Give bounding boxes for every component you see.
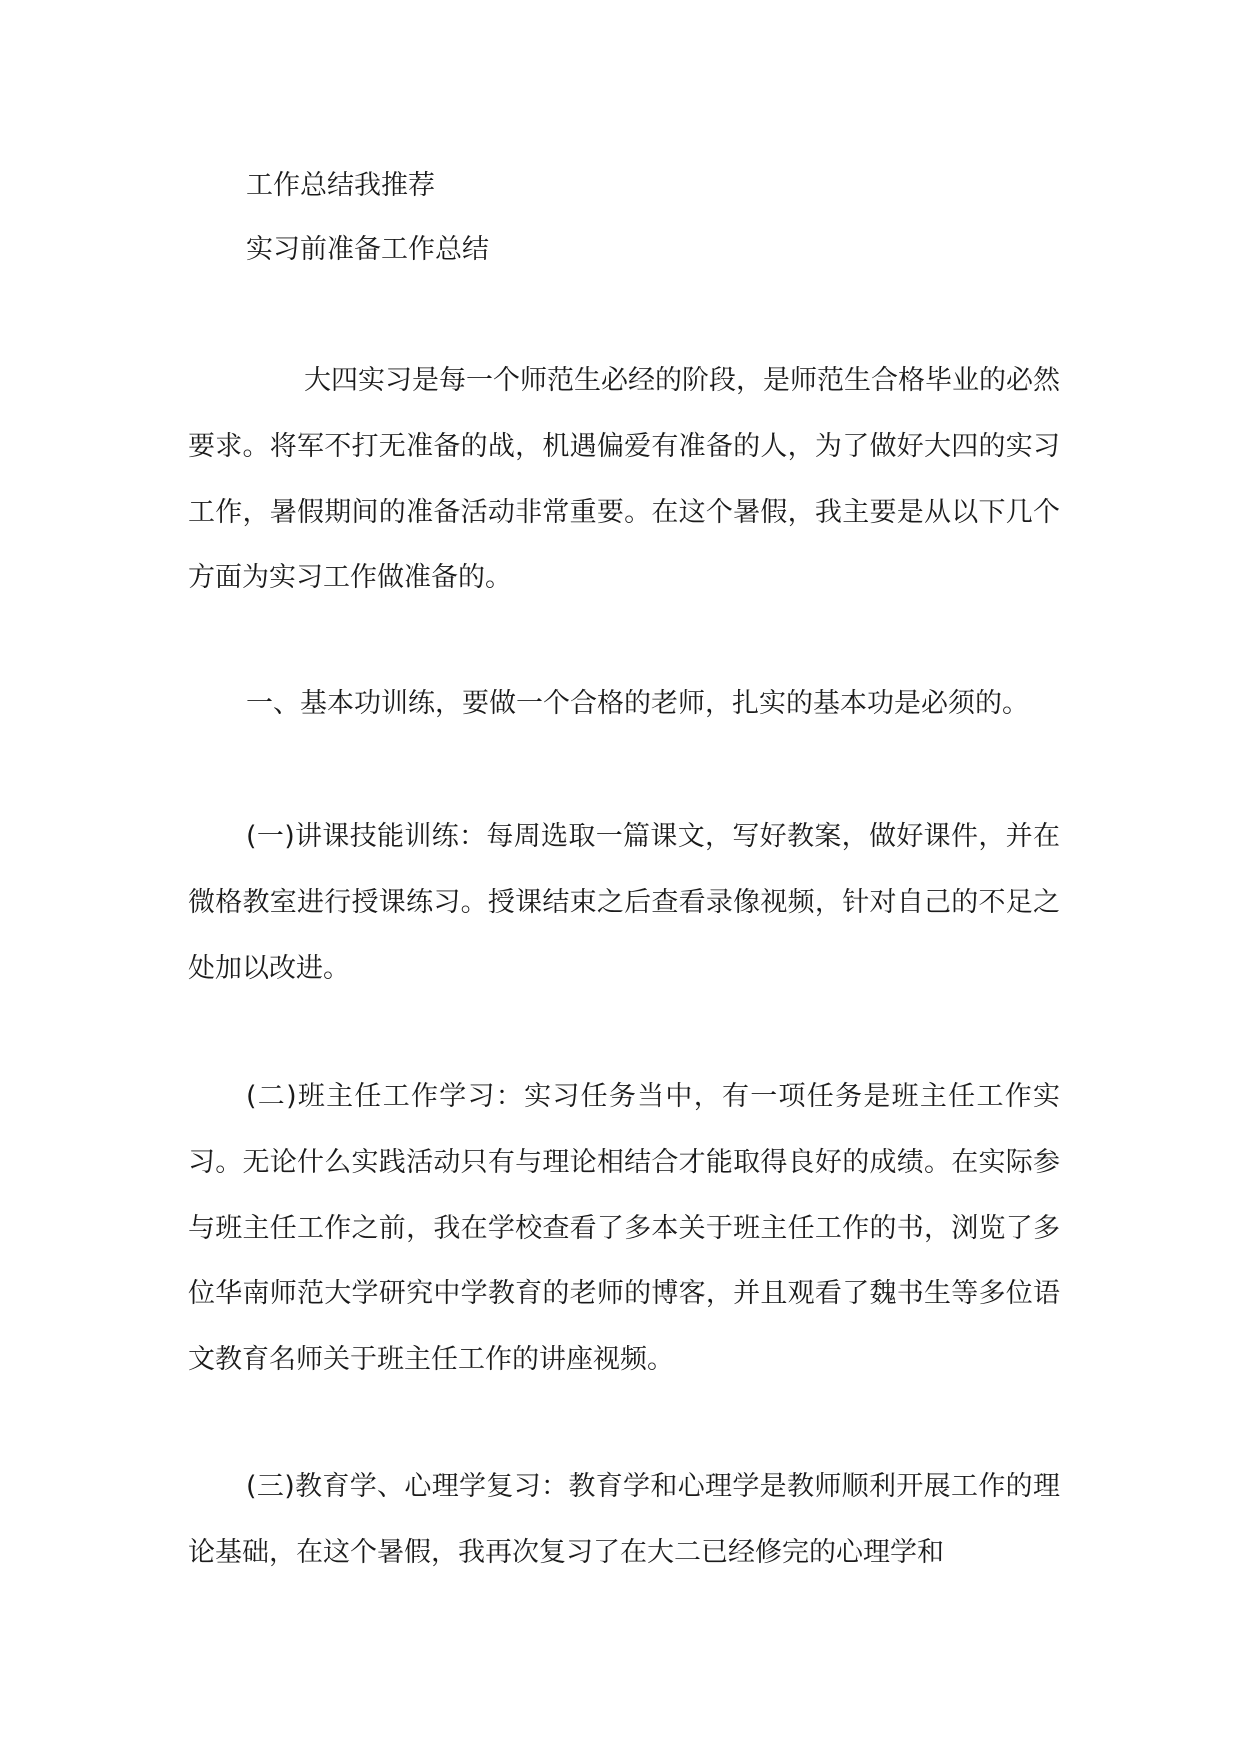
document-title: 实习前准备工作总结 [246,234,489,265]
paragraph-intro: 大四实习是每一个师范生必经的阶段，是师范生合格毕业的必然要求。将军不打无准备的战，机遇偏爱有准备的人，为了做好大四的实习工作，暑假期间的准备活动非常重要。在这个暑假，我主要是从以下几个方面为实习工作做准备的。 [188,365,1060,594]
header-line: 工作总结我推荐 [246,170,435,201]
paragraph-subsection-1: (一)讲课技能训练：每周选取一篇课文，写好教案，做好课件，并在微格教室进行授课练习。授课结束之后查看录像视频，针对自己的不足之处加以改进。 [188,821,1060,984]
paragraph-section-1: 一、基本功训练，要做一个合格的老师，扎实的基本功是必须的。 [246,688,1029,719]
paragraph-subsection-2: (二)班主任工作学习：实习任务当中，有一项任务是班主任工作实习。无论什么实践活动只有与理论相结合才能取得良好的成绩。在实际参与班主任工作之前，我在学校查看了多本关于班主任工作的书，浏览了多位华南师范大学研究中学教育的老师的博客，并且观看了魏书生等多位语文教育名师关于班主任工作的讲座视频。 [188,1081,1060,1376]
paragraph-subsection-3: (三)教育学、心理学复习：教育学和心理学是教师顺利开展工作的理论基础，在这个暑假，我再次复习了在大二已经修完的心理学和 [188,1471,1060,1568]
